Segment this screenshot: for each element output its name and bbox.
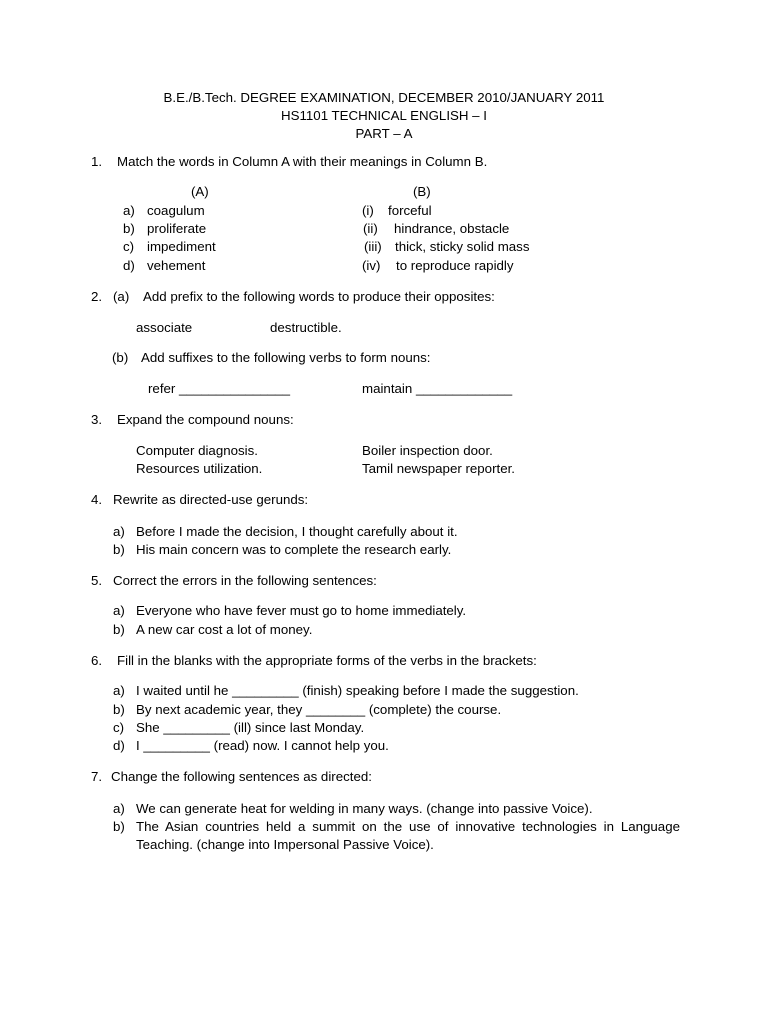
q4-number: 4. [91, 492, 103, 507]
q7-item: The Asian countries held a summit on the use of innovative technologies in Language Teaching. (change into Impersonal Passive Voice). [136, 819, 680, 852]
q7-label: b) [113, 819, 125, 834]
q1-b-item: to reproduce rapidly [396, 258, 514, 273]
q1-b-label: (ii) [363, 221, 378, 236]
q5-number: 5. [91, 573, 103, 588]
q2a-text: Add prefix to the following words to produce their opposites: [143, 289, 495, 304]
q1-a-label: c) [123, 239, 135, 254]
q7-item: We can generate heat for welding in many ways. (change into passive Voice). [136, 801, 593, 816]
q2a-label: (a) [113, 289, 130, 304]
q2b-text: Add suffixes to the following verbs to form nouns: [141, 350, 431, 365]
q6-item: I waited until he _________ (finish) speaking before I made the suggestion. [136, 683, 579, 698]
q1-a-item: proliferate [147, 221, 207, 236]
exam-title: B.E./B.Tech. DEGREE EXAMINATION, DECEMBER 2010/JANUARY 2011 [163, 90, 605, 105]
q1-a-item: vehement [147, 258, 206, 273]
q1-b-item: thick, sticky solid mass [395, 239, 530, 254]
q6-item: She _________ (ill) since last Monday. [136, 720, 365, 735]
q6-label: a) [113, 683, 125, 698]
q6-item: By next academic year, they ________ (complete) the course. [136, 702, 502, 717]
q6-label: b) [113, 702, 125, 717]
q5-label: b) [113, 622, 125, 637]
q6-label: c) [113, 720, 125, 735]
q6-number: 6. [91, 653, 103, 668]
q5-item: A new car cost a lot of money. [136, 622, 313, 637]
q7-text: Change the following sentences as directed: [111, 769, 372, 784]
q2a-word: associate [136, 320, 193, 335]
q4-item: His main concern was to complete the research early. [136, 542, 452, 557]
q3-item: Tamil newspaper reporter. [362, 461, 515, 476]
q2b-label: (b) [112, 350, 129, 365]
q1-col-b-head: (B) [413, 184, 431, 199]
q7-number: 7. [91, 769, 103, 784]
q3-number: 3. [91, 412, 103, 427]
q4-label: b) [113, 542, 125, 557]
q2-number: 2. [91, 289, 103, 304]
q1-b-item: hindrance, obstacle [394, 221, 510, 236]
q5-item: Everyone who have fever must go to home immediately. [136, 603, 467, 618]
q1-b-label: (iii) [364, 239, 382, 254]
q4-text: Rewrite as directed-use gerunds: [113, 492, 309, 507]
q1-number: 1. [91, 154, 103, 169]
q1-col-a-head: (A) [191, 184, 209, 199]
q1-b-label: (i) [362, 203, 374, 218]
q2b-word: refer _______________ [148, 381, 290, 396]
q1-b-label: (iv) [362, 258, 381, 273]
q3-item: Boiler inspection door. [362, 443, 493, 458]
q6-label: d) [113, 738, 125, 753]
course-title: HS1101 TECHNICAL ENGLISH – I [281, 108, 487, 123]
q6-item: I _________ (read) now. I cannot help you. [136, 738, 389, 753]
q5-label: a) [113, 603, 125, 618]
q7-label: a) [113, 801, 125, 816]
q1-a-item: impediment [147, 239, 216, 254]
q6-text: Fill in the blanks with the appropriate forms of the verbs in the brackets: [117, 653, 537, 668]
q1-b-item: forceful [388, 203, 432, 218]
q3-text: Expand the compound nouns: [117, 412, 294, 427]
part-title: PART – A [355, 126, 413, 141]
q4-item: Before I made the decision, I thought carefully about it. [136, 524, 458, 539]
q1-a-label: a) [123, 203, 135, 218]
q1-a-label: d) [123, 258, 135, 273]
q2b-word: maintain _____________ [362, 381, 513, 396]
q1-text: Match the words in Column A with their meanings in Column B. [117, 154, 488, 169]
q3-item: Computer diagnosis. [136, 443, 258, 458]
q3-item: Resources utilization. [136, 461, 263, 476]
q2a-word: destructible. [270, 320, 342, 335]
q1-a-label: b) [123, 221, 135, 236]
q1-a-item: coagulum [147, 203, 205, 218]
q5-text: Correct the errors in the following sentences: [113, 573, 377, 588]
q4-label: a) [113, 524, 125, 539]
